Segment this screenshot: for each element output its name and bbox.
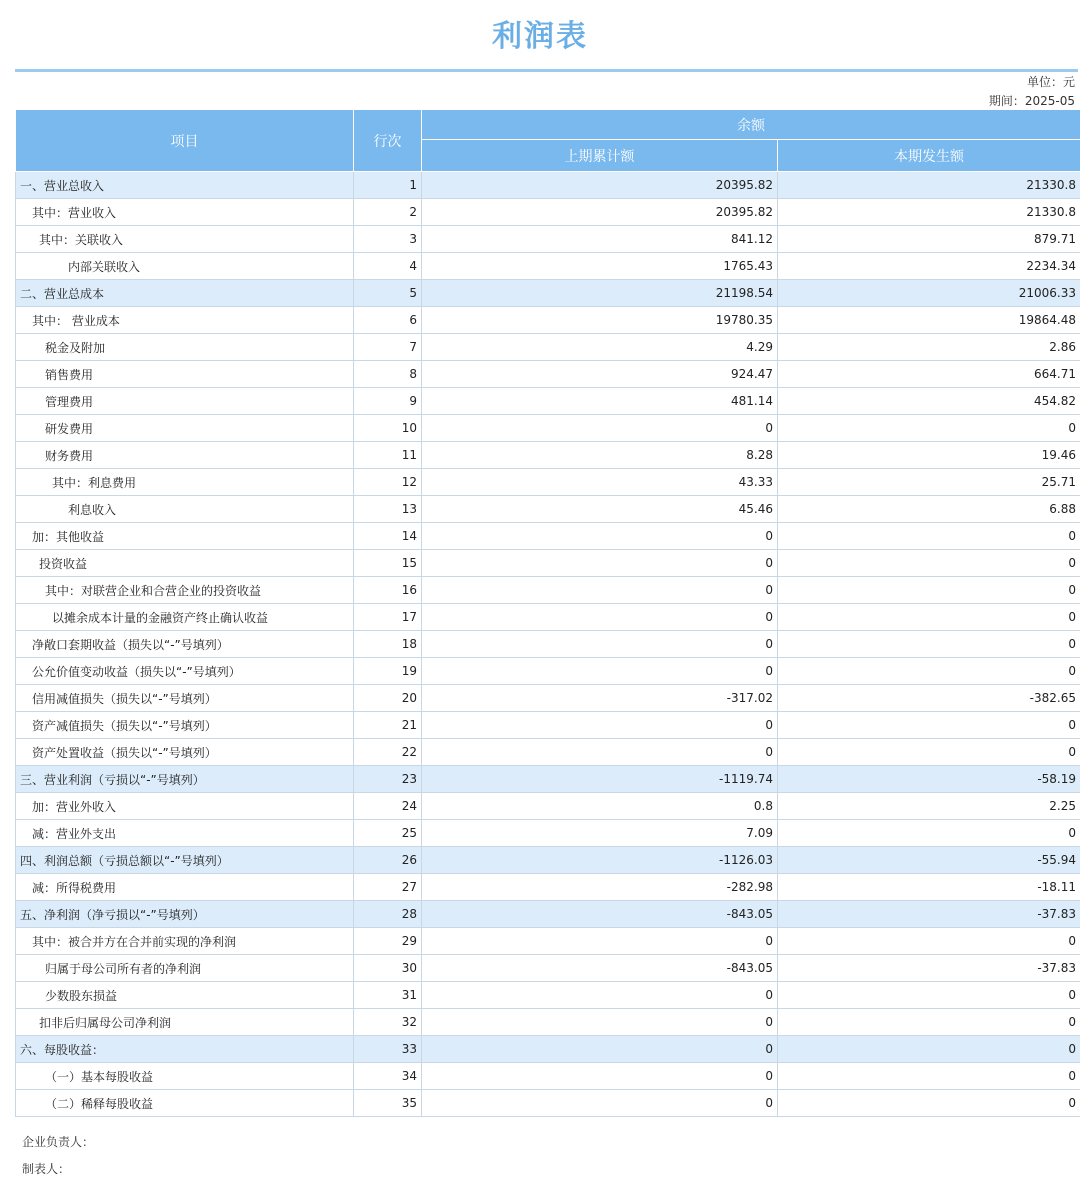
row-line-number: 25 xyxy=(354,820,422,847)
row-current-amount: 0 xyxy=(778,415,1080,442)
table-row xyxy=(16,658,1080,685)
row-label: 扣非后归属母公司净利润 xyxy=(16,1009,354,1036)
row-line-number: 27 xyxy=(354,874,422,901)
row-label: 其中： 营业成本 xyxy=(16,307,354,334)
row-label: 税金及附加 xyxy=(16,334,354,361)
row-line-number: 1 xyxy=(354,172,422,199)
row-label: （二）稀释每股收益 xyxy=(16,1090,354,1117)
row-label: 资产减值损失（损失以“-”号填列） xyxy=(16,712,354,739)
row-label: 五、净利润（净亏损以“-”号填列） xyxy=(16,901,354,928)
row-label: 其中：对联营企业和合营企业的投资收益 xyxy=(16,577,354,604)
table-row xyxy=(16,982,1080,1009)
row-prev-amount: 43.33 xyxy=(422,469,778,496)
row-current-amount: 0 xyxy=(778,631,1080,658)
row-prev-amount: -843.05 xyxy=(422,955,778,982)
row-line-number: 33 xyxy=(354,1036,422,1063)
table-row xyxy=(16,523,1080,550)
row-line-number: 17 xyxy=(354,604,422,631)
row-current-amount: 664.71 xyxy=(778,361,1080,388)
table-row xyxy=(16,766,1080,793)
row-label: 财务费用 xyxy=(16,442,354,469)
row-label: 归属于母公司所有者的净利润 xyxy=(16,955,354,982)
row-line-number: 7 xyxy=(354,334,422,361)
row-label: 以摊余成本计量的金融资产终止确认收益 xyxy=(16,604,354,631)
row-line-number: 34 xyxy=(354,1063,422,1090)
row-prev-amount: 20395.82 xyxy=(422,172,778,199)
row-current-amount: 0 xyxy=(778,658,1080,685)
row-current-amount: 454.82 xyxy=(778,388,1080,415)
row-prev-amount: 0 xyxy=(422,604,778,631)
row-prev-amount: 0 xyxy=(422,523,778,550)
table-row xyxy=(16,1090,1080,1117)
row-line-number: 8 xyxy=(354,361,422,388)
row-label: 加：其他收益 xyxy=(16,523,354,550)
row-prev-amount: 481.14 xyxy=(422,388,778,415)
row-prev-amount: 0 xyxy=(422,658,778,685)
row-label: 其中：利息费用 xyxy=(16,469,354,496)
row-current-amount: 21330.8 xyxy=(778,199,1080,226)
row-label: 一、营业总收入 xyxy=(16,172,354,199)
row-current-amount: 0 xyxy=(778,523,1080,550)
row-prev-amount: 0 xyxy=(422,1063,778,1090)
table-row xyxy=(16,847,1080,874)
row-line-number: 21 xyxy=(354,712,422,739)
row-prev-amount: -317.02 xyxy=(422,685,778,712)
row-prev-amount: 841.12 xyxy=(422,226,778,253)
row-prev-amount: 0 xyxy=(422,577,778,604)
profit-table xyxy=(15,109,1080,1117)
row-label: 资产处置收益（损失以“-”号填列） xyxy=(16,739,354,766)
table-row xyxy=(16,685,1080,712)
row-prev-amount: 1765.43 xyxy=(422,253,778,280)
row-line-number: 15 xyxy=(354,550,422,577)
row-prev-amount: 0 xyxy=(422,550,778,577)
row-line-number: 29 xyxy=(354,928,422,955)
row-line-number: 12 xyxy=(354,469,422,496)
row-line-number: 9 xyxy=(354,388,422,415)
row-prev-amount: 21198.54 xyxy=(422,280,778,307)
row-line-number: 13 xyxy=(354,496,422,523)
header-line: 行次 xyxy=(354,110,422,172)
row-prev-amount: 0 xyxy=(422,739,778,766)
preparer-signature-label: 制表人： xyxy=(22,1162,71,1176)
row-current-amount: 0 xyxy=(778,604,1080,631)
row-label: 三、营业利润（亏损以“-”号填列） xyxy=(16,766,354,793)
table-row xyxy=(16,928,1080,955)
row-current-amount: 0 xyxy=(778,982,1080,1009)
row-label: 投资收益 xyxy=(16,550,354,577)
row-current-amount: 0 xyxy=(778,820,1080,847)
table-row xyxy=(16,280,1080,307)
row-prev-amount: 20395.82 xyxy=(422,199,778,226)
table-row xyxy=(16,334,1080,361)
table-row xyxy=(16,253,1080,280)
row-current-amount: 0 xyxy=(778,1090,1080,1117)
table-row xyxy=(16,1009,1080,1036)
table-row xyxy=(16,577,1080,604)
table-row xyxy=(16,496,1080,523)
row-current-amount: -382.65 xyxy=(778,685,1080,712)
header-current-period: 本期发生额 xyxy=(778,140,1080,172)
row-line-number: 4 xyxy=(354,253,422,280)
row-line-number: 26 xyxy=(354,847,422,874)
table-row xyxy=(16,442,1080,469)
row-line-number: 2 xyxy=(354,199,422,226)
row-current-amount: -18.11 xyxy=(778,874,1080,901)
row-label: 少数股东损益 xyxy=(16,982,354,1009)
row-line-number: 11 xyxy=(354,442,422,469)
row-label: 二、营业总成本 xyxy=(16,280,354,307)
row-current-amount: -55.94 xyxy=(778,847,1080,874)
row-current-amount: 21330.8 xyxy=(778,172,1080,199)
row-prev-amount: 0 xyxy=(422,982,778,1009)
table-row xyxy=(16,901,1080,928)
row-line-number: 14 xyxy=(354,523,422,550)
table-row xyxy=(16,1063,1080,1090)
row-current-amount: 0 xyxy=(778,928,1080,955)
row-prev-amount: 8.28 xyxy=(422,442,778,469)
row-line-number: 20 xyxy=(354,685,422,712)
unit-label: 单位：元 xyxy=(1026,75,1075,89)
row-line-number: 3 xyxy=(354,226,422,253)
row-prev-amount: 19780.35 xyxy=(422,307,778,334)
row-line-number: 32 xyxy=(354,1009,422,1036)
report-title: 利润表 xyxy=(492,19,588,54)
row-label: 其中：营业收入 xyxy=(16,199,354,226)
row-label: （一）基本每股收益 xyxy=(16,1063,354,1090)
table-body xyxy=(16,172,1080,1117)
table-row xyxy=(16,631,1080,658)
header-prev-period: 上期累计额 xyxy=(422,140,778,172)
row-prev-amount: -843.05 xyxy=(422,901,778,928)
row-label: 内部关联收入 xyxy=(16,253,354,280)
row-current-amount: 2.86 xyxy=(778,334,1080,361)
table-row xyxy=(16,1036,1080,1063)
row-current-amount: 19.46 xyxy=(778,442,1080,469)
table-row xyxy=(16,874,1080,901)
row-line-number: 30 xyxy=(354,955,422,982)
table-row xyxy=(16,415,1080,442)
row-line-number: 22 xyxy=(354,739,422,766)
row-label: 减：所得税费用 xyxy=(16,874,354,901)
row-prev-amount: 0 xyxy=(422,1009,778,1036)
row-current-amount: 25.71 xyxy=(778,469,1080,496)
row-line-number: 28 xyxy=(354,901,422,928)
row-line-number: 16 xyxy=(354,577,422,604)
row-prev-amount: 4.29 xyxy=(422,334,778,361)
table-row xyxy=(16,226,1080,253)
row-prev-amount: 0 xyxy=(422,928,778,955)
row-line-number: 23 xyxy=(354,766,422,793)
row-prev-amount: 7.09 xyxy=(422,820,778,847)
row-label: 信用减值损失（损失以“-”号填列） xyxy=(16,685,354,712)
row-label: 销售费用 xyxy=(16,361,354,388)
row-current-amount: -37.83 xyxy=(778,955,1080,982)
table-row xyxy=(16,172,1080,199)
row-line-number: 35 xyxy=(354,1090,422,1117)
header-amount: 余额 xyxy=(422,110,1080,140)
table-row xyxy=(16,739,1080,766)
row-line-number: 19 xyxy=(354,658,422,685)
row-label: 净敞口套期收益（损失以“-”号填列） xyxy=(16,631,354,658)
row-line-number: 10 xyxy=(354,415,422,442)
row-current-amount: -58.19 xyxy=(778,766,1080,793)
row-line-number: 5 xyxy=(354,280,422,307)
row-current-amount: 0 xyxy=(778,1036,1080,1063)
table-row xyxy=(16,712,1080,739)
row-line-number: 6 xyxy=(354,307,422,334)
table-row xyxy=(16,307,1080,334)
table-row xyxy=(16,388,1080,415)
row-label: 研发费用 xyxy=(16,415,354,442)
row-label: 公允价值变动收益（损失以“-”号填列） xyxy=(16,658,354,685)
row-current-amount: 0 xyxy=(778,577,1080,604)
row-prev-amount: -282.98 xyxy=(422,874,778,901)
row-current-amount: -37.83 xyxy=(778,901,1080,928)
title-divider xyxy=(15,69,1078,72)
period-label: 期间：2025-05 xyxy=(988,94,1075,108)
table-row xyxy=(16,793,1080,820)
table-row xyxy=(16,361,1080,388)
row-current-amount: 0 xyxy=(778,1009,1080,1036)
row-current-amount: 0 xyxy=(778,1063,1080,1090)
row-line-number: 31 xyxy=(354,982,422,1009)
table-row xyxy=(16,550,1080,577)
row-current-amount: 19864.48 xyxy=(778,307,1080,334)
row-current-amount: 21006.33 xyxy=(778,280,1080,307)
row-prev-amount: 0 xyxy=(422,1036,778,1063)
row-label: 利息收入 xyxy=(16,496,354,523)
row-current-amount: 879.71 xyxy=(778,226,1080,253)
row-prev-amount: 0 xyxy=(422,1090,778,1117)
row-label: 减：营业外支出 xyxy=(16,820,354,847)
header-item: 项目 xyxy=(16,110,354,172)
row-prev-amount: 0.8 xyxy=(422,793,778,820)
row-prev-amount: 0 xyxy=(422,712,778,739)
table-row xyxy=(16,820,1080,847)
row-current-amount: 0 xyxy=(778,712,1080,739)
row-current-amount: 2.25 xyxy=(778,793,1080,820)
row-prev-amount: 0 xyxy=(422,631,778,658)
row-current-amount: 6.88 xyxy=(778,496,1080,523)
row-line-number: 18 xyxy=(354,631,422,658)
row-prev-amount: -1126.03 xyxy=(422,847,778,874)
row-label: 其中：被合并方在合并前实现的净利润 xyxy=(16,928,354,955)
row-current-amount: 0 xyxy=(778,550,1080,577)
row-label: 四、利润总额（亏损总额以“-”号填列） xyxy=(16,847,354,874)
row-current-amount: 2234.34 xyxy=(778,253,1080,280)
row-label: 加：营业外收入 xyxy=(16,793,354,820)
row-prev-amount: 924.47 xyxy=(422,361,778,388)
row-line-number: 24 xyxy=(354,793,422,820)
row-prev-amount: 0 xyxy=(422,415,778,442)
row-label: 其中：关联收入 xyxy=(16,226,354,253)
table-row xyxy=(16,604,1080,631)
row-prev-amount: -1119.74 xyxy=(422,766,778,793)
manager-signature-label: 企业负责人： xyxy=(22,1135,95,1149)
row-prev-amount: 45.46 xyxy=(422,496,778,523)
table-row xyxy=(16,469,1080,496)
table-row xyxy=(16,955,1080,982)
row-label: 管理费用 xyxy=(16,388,354,415)
table-row xyxy=(16,199,1080,226)
row-current-amount: 0 xyxy=(778,739,1080,766)
row-label: 六、每股收益： xyxy=(16,1036,354,1063)
